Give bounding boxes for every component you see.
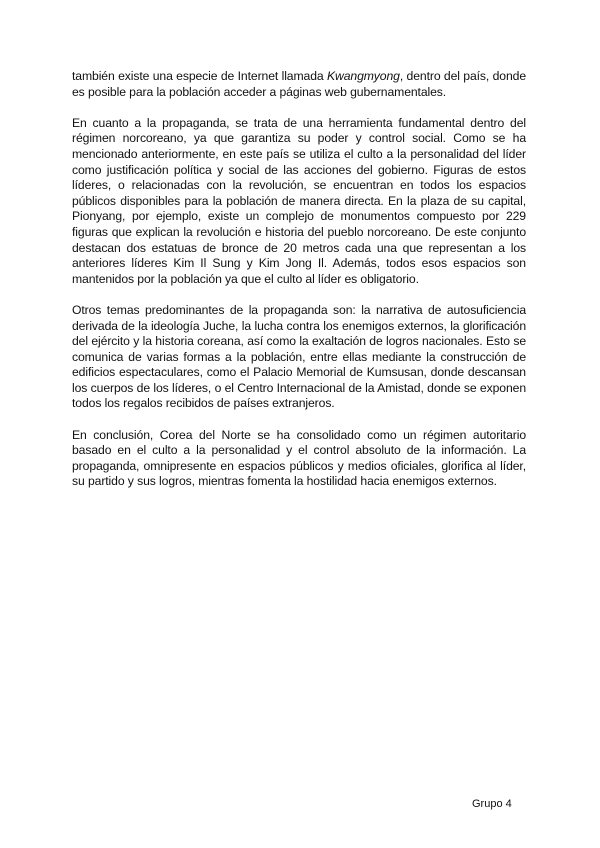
paragraph-themes: Otros temas predominantes de la propaganda son: la narrativa de autosuficiencia derivada de la ideología Juche, la lucha contra los enemigos externos, la glorificación del ejército y la historia coreana, así como la exaltación de logros nacionales. Esto se comunica de varias formas a la población, entre ellas mediante la construcción de edificios espectaculares, como el Palacio Memorial de Kumsusan, donde descansan los cuerpos de los líderes, o el Centro Internacional de la Amistad, donde se exponen todos los regalos recibidos de países extranjeros. <box>72 302 526 411</box>
body-text <box>72 69 526 506</box>
page-footer: Grupo 4 <box>472 798 512 810</box>
paragraph-propaganda: En cuanto a la propaganda, se trata de una herramienta fundamental dentro del régimen norcoreano, ya que garantiza su poder y control social. Como se ha mencionado anteriormente, en este país se utiliza el culto a la personalidad del líder como justificación política y social de las acciones del gobierno. Figuras de estos líderes, o relacionadas con la revolución, se encuentran en todos los espacios públicos disponibles para la población de manera directa. En la plaza de su capital, Pionyang, por ejemplo, existe un complejo de monumentos compuesto por 229 figuras que explican la revolución e historia del pueblo norcoreano. De este conjunto destacan dos estatuas de bronce de 20 metros cada una que representan a los anteriores líderes Kim Il Sung y Kim Jong Il. Además, todos esos espacios son mantenidos por la población ya que el culto al líder es obligatorio. <box>72 115 526 286</box>
kwangmyong-term: Kwangmyong <box>326 69 400 83</box>
paragraph-internet <box>72 69 526 100</box>
paragraph-internet-after: , dentro del país, donde es posible para la población acceder a páginas web gubernamentales. <box>72 69 527 99</box>
paragraph-internet-before: también existe una especie de Internet llamada <box>72 69 327 83</box>
paragraph-conclusion: En conclusión, Corea del Norte se ha consolidado como un régimen autoritario basado en el culto a la personalidad y el control absoluto de la información. La propaganda, omnipresente en espacios públicos y medios oficiales, glorifica al líder, su partido y sus logros, mientras fomenta la hostilidad hacia enemigos externos. <box>72 427 526 489</box>
